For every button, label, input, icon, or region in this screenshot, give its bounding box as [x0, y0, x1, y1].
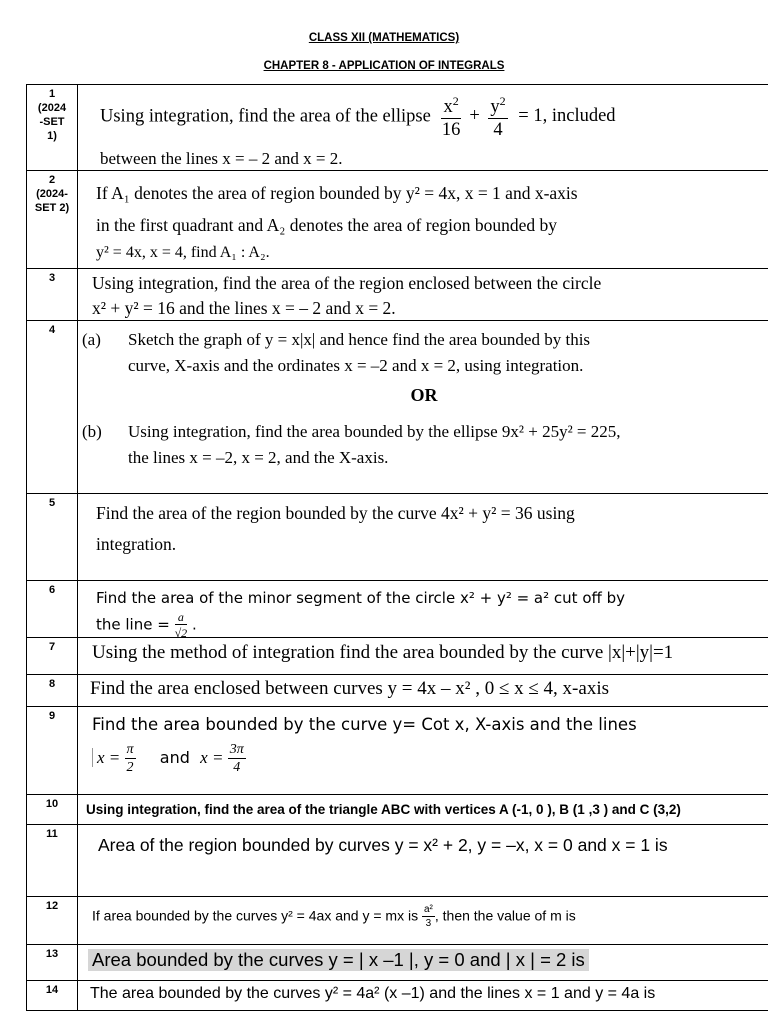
question-text: If area bounded by the curves y² = 4ax and y = mx is: [92, 907, 419, 924]
page-title: CLASS XII (MATHEMATICS): [308, 32, 460, 44]
question-text: Using the method of integration find the area bounded by the curve |x|+|y|=1: [92, 642, 674, 663]
question-text: Using integration, find the area of the ellipse: [100, 106, 431, 127]
table-row: [27, 825, 768, 897]
question-text: Area of the region bounded by curves y = x² + 2, y = –x, x = 0 and x = 1 is: [98, 835, 668, 855]
table-row: [27, 321, 768, 494]
question-text: Find the area of the minor segment of the circle x² + y² = a² cut off by: [96, 589, 625, 607]
question-text: The area bounded by the curves y² = 4a² (x –1) and the lines x = 1 and y = 4a is: [90, 985, 656, 1002]
part-label: (b): [82, 422, 102, 441]
ellipse-fraction-x: $\frac{x^2}{16}$: [441, 94, 461, 140]
pi-over-2-fraction: $\frac{\pi}{2}$: [126, 742, 134, 775]
question-number: 7: [27, 638, 78, 675]
question-number: 5: [27, 494, 78, 581]
question-number: 11: [27, 825, 78, 897]
table-row: [27, 638, 768, 675]
question-text: in the first quadrant and A₂ denotes the area of region bounded by: [96, 215, 557, 235]
question-text: x² + y² = 16 and the lines x = – 2 and x = 2.: [92, 298, 396, 318]
question-text: y² = 4x, x = 4, find A₁ : A₂.: [96, 244, 270, 261]
table-row: [27, 494, 768, 581]
3pi-over-4-fraction: $\frac{3\pi}{4}$: [229, 742, 244, 775]
question-number: 14: [27, 981, 78, 1011]
table-row: [27, 269, 768, 321]
table-row: 12 If area bounded by the curves y² = 4ax and y = mx is $\frac{\text{a²}}{3}$ , then the value of m is: [27, 897, 768, 945]
table-row: 6 Find the area of the minor segment of the circle x² + y² = a² cut off by the line = $\frac{a}{√2}$ .: [27, 581, 768, 638]
question-text: If A₁ denotes the area of region bounded by y² = 4x, x = 1 and x-axis: [96, 183, 578, 203]
question-text: Using integration, find the area of the triangle ABC with vertices A (-1, 0 ), B (1 ,3 ) and C (3,2): [86, 802, 681, 817]
question-text: Using integration, find the area bounded by the ellipse 9x² + 25y² = 225,: [128, 422, 621, 441]
table-row: 1 (2024 -SET 1) Using integration, find the area of the ellipse $\frac{x^2}{16}$ + $\frac{y^2}{4}$ = 1, included between the lines x = – 2 and x = 2.: [27, 85, 768, 171]
table-row: [27, 675, 768, 707]
question-number: 8: [27, 675, 78, 707]
table-row: 9 Find the area bounded by the curve y= Cot x, X-axis and the lines x = $\frac{\pi}{2}$ and x = $\frac{3\pi}{4}$: [27, 707, 768, 795]
question-number: 9: [27, 707, 78, 795]
question-text: Find the area of the region bounded by the curve 4x² + y² = 36 using: [96, 503, 575, 523]
table-row: [27, 945, 768, 981]
question-number: 12: [27, 897, 78, 945]
question-text: integration.: [96, 534, 177, 554]
table-row: [27, 795, 768, 825]
question-text: the lines x = –2, x = 2, and the X-axis.: [128, 448, 389, 467]
question-text: Area bounded by the curves y = | x –1 |, y = 0 and | x | = 2 is: [88, 949, 589, 971]
divider: [708, 493, 768, 494]
table-row: [27, 171, 768, 269]
question-number: 3: [27, 269, 78, 321]
chapter-title: CHAPTER 8 - APPLICATION OF INTEGRALS: [263, 60, 505, 72]
a-over-root-2-fraction: $\frac{a}{√2}$: [174, 610, 188, 640]
question-text: Find the area enclosed between curves y = 4x – x² , 0 ≤ x ≤ 4, x-axis: [90, 678, 609, 699]
question-text: the line =: [96, 615, 170, 634]
a-squared-over-3-fraction: $\frac{\text{a²}}{3}$: [423, 904, 433, 929]
question-number: 4: [27, 321, 78, 494]
question-number: 1 (2024 -SET 1): [27, 85, 78, 171]
question-number: 2 (2024- SET 2): [27, 171, 78, 269]
question-text: Sketch the graph of y = x|x| and hence find the area bounded by this: [128, 330, 591, 349]
question-number: 13: [27, 945, 78, 981]
question-text: curve, X-axis and the ordinates x = –2 and x = 2, using integration.: [128, 356, 584, 375]
table-row: [27, 981, 768, 1011]
divider: [708, 320, 768, 321]
part-label: (a): [82, 330, 101, 349]
question-text: Find the area bounded by the curve y= Cot x, X-axis and the lines: [92, 715, 637, 734]
ellipse-fraction-y: $\frac{y^2}{4}$: [490, 94, 506, 140]
question-number: 6: [27, 581, 78, 638]
question-text: Using integration, find the area of the region enclosed between the circle: [92, 273, 602, 293]
or-separator: OR: [410, 385, 438, 405]
question-table: [26, 84, 768, 1011]
question-text: between the lines x = – 2 and x = 2.: [100, 149, 343, 168]
question-number: 10: [27, 795, 78, 825]
